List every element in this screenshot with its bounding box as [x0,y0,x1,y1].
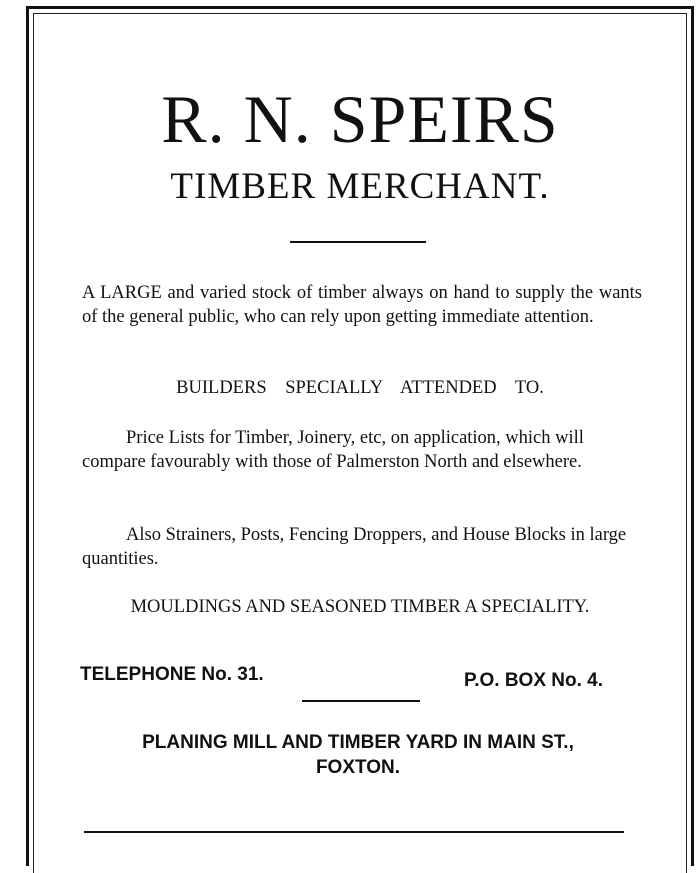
builders-line: BUILDERS SPECIALLY ATTENDED TO. [176,378,544,398]
strainers-paragraph: Also Strainers, Posts, Fencing Droppers, and House Blocks in large quantities. [82,525,627,569]
mouldings-line: MOULDINGS AND SEASONED TIMBER A SPECIALITY. [130,597,590,617]
merchant-trade: TIMBER MERCHANT. [170,166,550,207]
telephone-number: TELEPHONE No. 31. [80,664,264,685]
po-box-number: P.O. BOX No. 4. [464,670,604,691]
town-line: FOXTON. [315,757,401,778]
bottom-rule [84,831,624,833]
divider-rule [290,241,426,243]
address-line: PLANING MILL AND TIMBER YARD IN MAIN ST., [142,732,574,753]
stock-paragraph: A LARGE and varied stock of timber always on hand to supply the wants of the general public, who can rely upon getting immediate attention. [82,283,642,327]
merchant-name: R. N. SPEIRS [161,81,559,157]
price-lists-paragraph: Price Lists for Timber, Joinery, etc, on application, which will compare favourably with those of Palmerston North and elsewhere. [82,428,584,472]
divider-rule [302,700,420,702]
closing-address [78,730,638,780]
